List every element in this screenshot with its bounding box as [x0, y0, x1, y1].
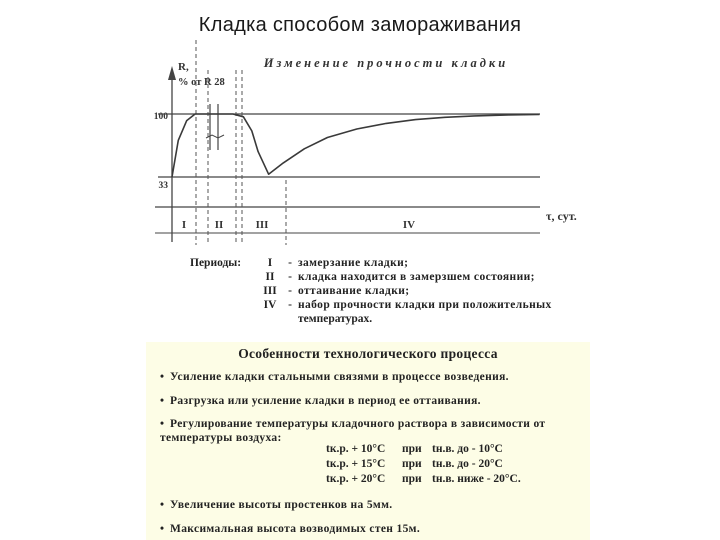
- slide-title: Кладка способом замораживания: [198, 14, 522, 36]
- temperature-row: [326, 457, 542, 472]
- period-text: кладка находится в замерзшем состоянии;: [298, 271, 535, 283]
- y-tick-100: 100: [153, 112, 168, 122]
- mortar-temp: tк.р. + 15°С: [326, 458, 386, 470]
- bullet-icon: •: [160, 499, 165, 511]
- period-dash: -: [288, 257, 292, 269]
- process-item: [160, 417, 580, 445]
- period-dash: -: [288, 299, 292, 311]
- y-axis-arrow: [168, 66, 176, 80]
- mortar-temp: tк.р. + 10°С: [326, 443, 386, 455]
- periods-legend: [190, 256, 598, 326]
- periods-row-2: [190, 270, 598, 284]
- y-axis-label-r: R,: [178, 61, 189, 73]
- period-dash: -: [288, 271, 292, 283]
- y-tick-33: 33: [158, 181, 168, 191]
- temperature-row: [326, 442, 542, 457]
- process-item: [160, 394, 580, 408]
- periods-row-3: [190, 284, 598, 298]
- strength-chart: [0, 0, 720, 250]
- air-temp: tн.в. до - 20°С: [432, 458, 503, 470]
- mortar-temp: tк.р. + 20°С: [326, 473, 386, 485]
- period-label-4: IV: [402, 219, 416, 231]
- bullet-icon: •: [160, 371, 165, 383]
- period-text-continuation: температурах.: [298, 313, 373, 325]
- period-label-1: I: [181, 219, 187, 231]
- process-item-text: Максимальная высота возводимых стен 15м.: [170, 523, 421, 535]
- strength-curve: [172, 114, 540, 177]
- temperature-rules: [326, 442, 542, 487]
- periods-row-4: [190, 298, 598, 312]
- period-num: IV: [263, 299, 277, 311]
- period-text: набор прочности кладки при положительных: [298, 299, 552, 311]
- periods-row-1: [190, 256, 598, 270]
- y-axis-label-unit: % от R 28: [178, 77, 225, 88]
- process-panel: [146, 342, 590, 540]
- period-text: оттаивание кладки;: [298, 285, 410, 297]
- process-item: [160, 498, 580, 512]
- bullet-icon: •: [160, 395, 165, 407]
- process-item-text: Увеличение высоты простенков на 5мм.: [170, 499, 393, 511]
- temperature-row: [326, 472, 542, 487]
- bullet-icon: •: [160, 523, 165, 535]
- period-num: II: [265, 271, 275, 283]
- x-axis-label: τ, сут.: [546, 209, 577, 223]
- process-item: [160, 370, 580, 384]
- period-label-2: II: [214, 219, 224, 231]
- air-temp: tн.в. до - 10°С: [432, 443, 503, 455]
- period-num: I: [267, 257, 273, 269]
- break-zigzag: [206, 135, 224, 138]
- temp-condition: при: [402, 458, 422, 470]
- period-label-3: III: [255, 219, 269, 231]
- process-item-text: Усиление кладки стальными связями в процессе возведения.: [170, 371, 509, 383]
- temp-condition: при: [402, 473, 422, 485]
- periods-label: Периоды:: [190, 257, 242, 269]
- temp-condition: при: [402, 443, 422, 455]
- process-item-text: Разгрузка или усиление кладки в период ее оттаивания.: [170, 395, 481, 407]
- process-item-text: Регулирование температуры кладочного раствора в зависимости от температуры воздуха:: [160, 418, 546, 444]
- bullet-icon: •: [160, 418, 165, 430]
- air-temp: tн.в. ниже - 20°С.: [432, 473, 521, 485]
- period-num: III: [263, 285, 277, 297]
- process-heading: Особенности технологического процесса: [238, 346, 498, 361]
- chart-title: Изменение прочности кладки: [263, 56, 509, 70]
- period-text: замерзание кладки;: [298, 257, 409, 269]
- process-item: [160, 522, 580, 536]
- period-dash: -: [288, 285, 292, 297]
